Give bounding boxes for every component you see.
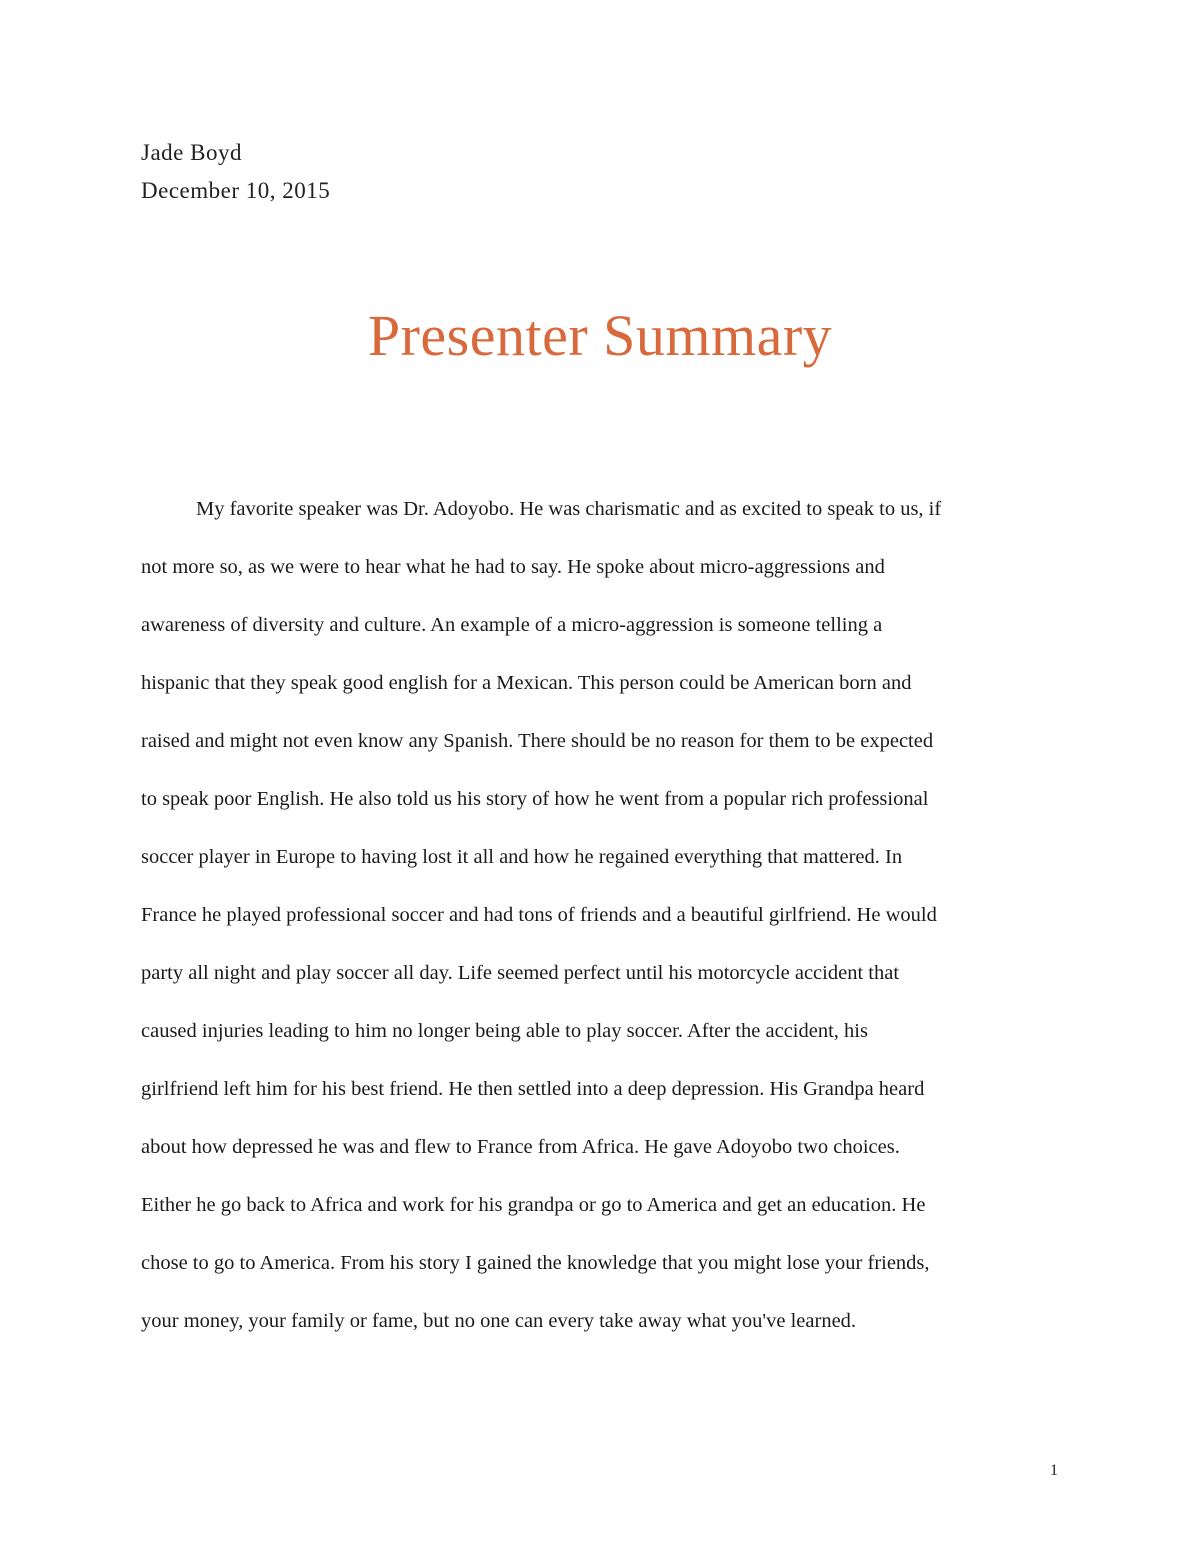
paragraph-line: Either he go back to Africa and work for his grandpa or go to America and get an education. He bbox=[141, 1194, 926, 1216]
paragraph-line: hispanic that they speak good english for a Mexican. This person could be American born and bbox=[141, 672, 912, 694]
page-number: 1 bbox=[1050, 1462, 1058, 1479]
paragraph-line: to speak poor English. He also told us his story of how he went from a popular rich professional bbox=[141, 788, 929, 810]
paragraph-line: your money, your family or fame, but no one can every take away what you've learned. bbox=[141, 1310, 857, 1332]
paragraph-line: about how depressed he was and flew to France from Africa. He gave Adoyobo two choices. bbox=[141, 1136, 900, 1158]
document-title: Presenter Summary bbox=[367, 303, 833, 368]
paragraph-line: soccer player in Europe to having lost it all and how he regained everything that mattered. In bbox=[141, 846, 903, 868]
paragraph-line: My favorite speaker was Dr. Adoyobo. He was charismatic and as excited to speak to us, if bbox=[196, 498, 942, 520]
document-date: December 10, 2015 bbox=[141, 178, 331, 203]
paragraph-line: chose to go to America. From his story I gained the knowledge that you might lose your friends, bbox=[141, 1252, 930, 1274]
paragraph-line: party all night and play soccer all day. Life seemed perfect until his motorcycle accident that bbox=[141, 962, 900, 984]
paragraph-line: caused injuries leading to him no longer being able to play soccer. After the accident, his bbox=[141, 1020, 868, 1042]
paragraph-line: France he played professional soccer and had tons of friends and a beautiful girlfriend. He would bbox=[141, 904, 937, 926]
author-name: Jade Boyd bbox=[141, 140, 242, 165]
body-paragraph bbox=[141, 480, 1061, 1350]
paragraph-line: not more so, as we were to hear what he had to say. He spoke about micro-aggressions and bbox=[141, 556, 885, 578]
paragraph-line: girlfriend left him for his best friend. He then settled into a deep depression. His Grandpa heard bbox=[141, 1078, 925, 1100]
paragraph-line: raised and might not even know any Spanish. There should be no reason for them to be expected bbox=[141, 730, 934, 752]
paragraph-line: awareness of diversity and culture. An example of a micro-aggression is someone telling a bbox=[141, 614, 883, 636]
